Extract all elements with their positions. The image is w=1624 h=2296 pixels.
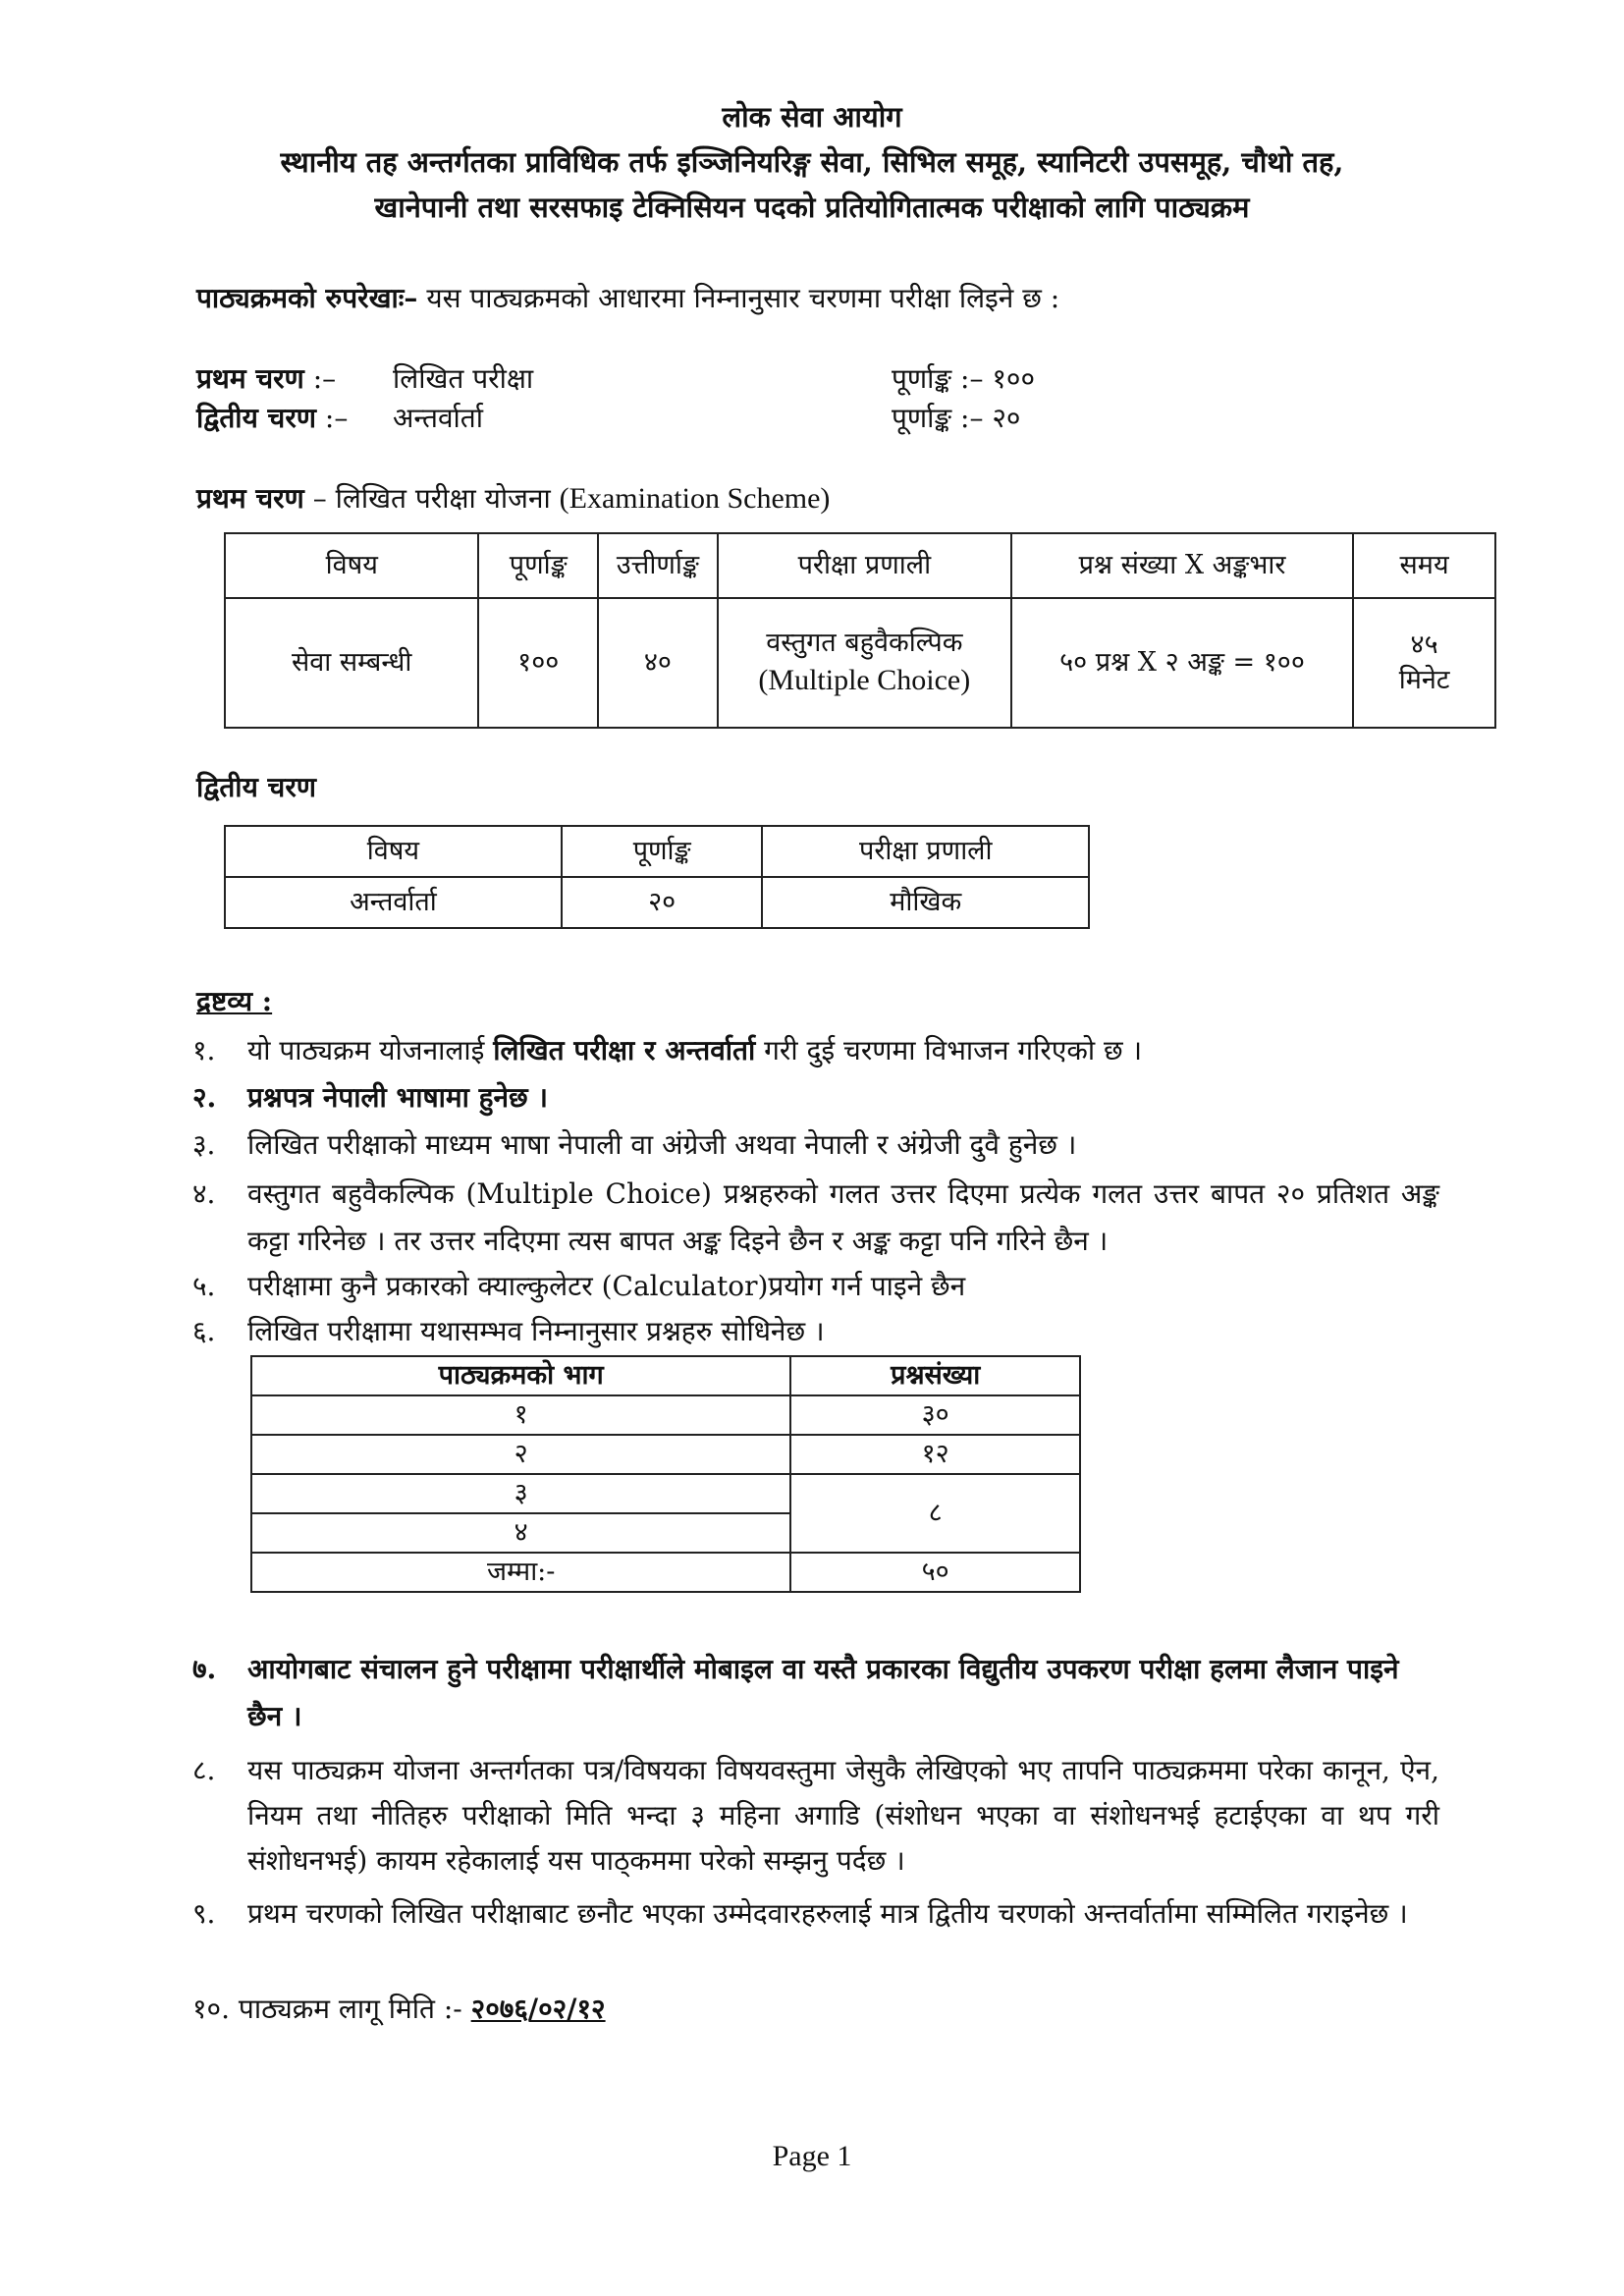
table-header-cell: परीक्षा प्रणाली — [762, 826, 1089, 877]
table-header-cell: प्रश्नसंख्या — [790, 1356, 1080, 1395]
stage-1-line — [196, 357, 1036, 402]
header-subtitle-line1: स्थानीय तह अन्तर्गतका प्राविधिक तर्फ इञ्जिनियरिङ्ग सेवा, सिभिल समूह, स्यानिटरी उपसमूह, चौथो तह, — [280, 145, 1344, 179]
note-text: परीक्षामा कुनै प्रकारको क्याल्कुलेटर (Calculator)प्रयोग गर्न पाइने छैन — [247, 1270, 966, 1302]
table-header-row — [251, 1356, 1080, 1395]
outline-text: यस पाठ्यक्रमको आधारमा निम्नानुसार चरणमा परीक्षा लिइने छ : — [417, 282, 1060, 314]
exam-system-nepali: वस्तुगत बहुवैकल्पिक — [766, 627, 963, 658]
table-cell: २ — [251, 1435, 790, 1474]
stage-1-label: प्रथम चरण — [196, 362, 304, 395]
outline-label: पाठ्यक्रमको रुपरेखाः– — [196, 282, 418, 314]
table-header-cell: पूर्णाङ्क — [562, 826, 763, 877]
table-row — [251, 1474, 1080, 1513]
note-9 — [192, 1891, 1439, 1937]
notes-title: द्रष्टव्य : — [196, 985, 273, 1017]
stage-2-sep: :– — [316, 402, 349, 434]
note-number: ५. — [192, 1270, 216, 1302]
table-cell: ४० — [598, 598, 718, 728]
note-text: वस्तुगत बहुवैकल्पिक (Multiple Choice) प्रश्नहरुको गलत उत्तर दिएमा प्रत्येक गलत उत्तर बापत २० प्रतिशत अङ्क कट्टा गरिनेछ । तर उत्तर नदिएमा त्यस बापत अङ्क दिइने छैन र अङ्क कट्टा पनि गरिने छैन । — [247, 1177, 1439, 1257]
table-cell: जम्मा:- — [251, 1553, 790, 1592]
table-cell: २० — [562, 877, 763, 928]
stage-1-marks: पूर्णाङ्क :– १०० — [892, 362, 1036, 395]
table-header-cell: पाठ्यक्रमको भाग — [251, 1356, 790, 1395]
note-number: १०. — [192, 1993, 231, 2025]
note-number: २. — [192, 1081, 217, 1114]
note-1-post: गरी दुई चरणमा विभाजन गरिएको छ । — [755, 1034, 1143, 1066]
note-number: ९. — [192, 1897, 216, 1930]
scheme-title — [196, 475, 830, 522]
note-4 — [192, 1171, 1439, 1265]
table-cell: १२ — [790, 1435, 1080, 1474]
note-6 — [192, 1310, 1439, 1354]
note-number: ८. — [192, 1754, 216, 1786]
note-text: आयोगबाट संचालन हुने परीक्षामा परीक्षार्थीले मोबाइल वा यस्तै प्रकारका विद्युतीय उपकरण परीक्षा हलमा लैजान पाइने छैन । — [247, 1653, 1399, 1732]
note-text: पाठ्यक्रम लागू मिति :- — [230, 1993, 471, 2025]
table-cell: ३ — [251, 1474, 790, 1513]
note-1 — [192, 1029, 1439, 1073]
note-3 — [192, 1123, 1439, 1168]
stage-2-title: द्वितीय चरण — [196, 771, 317, 803]
page-number: Page 1 — [772, 2140, 852, 2172]
note-5 — [192, 1265, 1439, 1309]
note-1-bold: लिखित परीक्षा र अन्तर्वार्ता — [493, 1034, 756, 1066]
question-distribution-table — [250, 1355, 1081, 1593]
table-cell: १०० — [478, 598, 598, 728]
table-cell: सेवा सम्बन्धी — [225, 598, 478, 728]
table-cell: ३० — [790, 1395, 1080, 1435]
table-header-cell: पूर्णाङ्क — [478, 533, 598, 598]
note-number: ३. — [192, 1128, 216, 1161]
table-cell: ५० — [790, 1553, 1080, 1592]
header-title: लोक सेवा आयोग — [722, 100, 902, 134]
note-text: प्रथम चरणको लिखित परीक्षाबाट छनौट भएका उम्मेदवारहरुलाई मात्र द्वितीय चरणको अन्तर्वार्तामा सम्मिलित गराइनेछ । — [247, 1897, 1408, 1930]
note-text: लिखित परीक्षाको माध्यम भाषा नेपाली वा अंग्रेजी अथवा नेपाली र अंग्रेजी दुवै हुनेछ । — [247, 1128, 1077, 1161]
effective-date: २०७६/०२/१२ — [470, 1993, 606, 2025]
table-cell: १ — [251, 1395, 790, 1435]
exam-system-english: (Multiple Choice) — [758, 663, 971, 696]
stage-2-label: द्वितीय चरण — [196, 402, 317, 434]
table-cell: ४ — [251, 1513, 790, 1553]
table-header-cell: विषय — [225, 533, 478, 598]
table-row — [251, 1435, 1080, 1474]
note-text — [247, 1029, 1439, 1073]
stage-2-line — [196, 397, 1021, 441]
note-8 — [192, 1748, 1439, 1884]
time-value: ४५ — [1410, 629, 1438, 660]
note-text: लिखित परीक्षामा यथासम्भव निम्नानुसार प्रश्नहरु सोधिनेछ । — [247, 1315, 825, 1347]
note-number: ६. — [192, 1315, 216, 1347]
time-unit: मिनेट — [1398, 665, 1450, 695]
table-cell: ५० प्रश्न X २ अङ्क = १०० — [1011, 598, 1353, 728]
exam-scheme-table — [224, 532, 1496, 729]
table-cell: अन्तर्वार्ता — [225, 877, 562, 928]
table-row — [225, 598, 1495, 728]
table-header-cell: परीक्षा प्रणाली — [718, 533, 1011, 598]
table-row — [225, 877, 1089, 928]
note-text: यस पाठ्यक्रम योजना अन्तर्गतका पत्र/विषयका विषयवस्तुमा जेसुकै लेखिएको भए तापनि पाठ्यक्रममा परेका कानून, ऐन, नियम तथा नीतिहरु परीक्षाको मिति भन्दा ३ महिना अगाडि (संशोधन भएका वा संशोधनभई हटाईएका वा थप गरी संशोधनभई) कायम रहेकालाई यस पाठ्कममा परेको सम्झनु पर्दछ । — [247, 1754, 1439, 1877]
table-row — [251, 1395, 1080, 1435]
note-1-pre: यो पाठ्यक्रम योजनालाई — [247, 1034, 494, 1066]
table-header-cell: प्रश्न संख्या X अङ्कभार — [1011, 533, 1353, 598]
interview-table — [224, 825, 1090, 929]
table-row — [251, 1553, 1080, 1592]
table-cell — [718, 598, 1011, 728]
header-subtitle-line2: खानेपानी तथा सरसफाइ टेक्निसियन पदको प्रतियोगितात्मक परीक्षाको लागि पाठ्यक्रम — [374, 191, 1250, 224]
scheme-title-english: (Examination Scheme) — [559, 482, 831, 515]
note-number: १. — [192, 1034, 216, 1066]
table-cell — [1353, 598, 1495, 728]
note-number: ७. — [192, 1653, 217, 1685]
page-header — [157, 94, 1467, 230]
table-header-row — [225, 826, 1089, 877]
stage-1-sep: :– — [303, 362, 337, 395]
note-2 — [192, 1076, 1439, 1121]
table-cell-merged: ८ — [790, 1474, 1080, 1553]
stage-1-name: लिखित परीक्षा — [393, 362, 534, 395]
table-header-cell: समय — [1353, 533, 1495, 598]
stage-2-marks: पूर्णाङ्क :– २० — [892, 402, 1021, 434]
note-10 — [192, 1988, 606, 2032]
outline-line — [196, 277, 1059, 321]
table-header-row — [225, 533, 1495, 598]
scheme-title-label: प्रथम चरण — [196, 482, 304, 515]
note-number: ४. — [192, 1177, 216, 1210]
stage-2-name: अन्तर्वार्ता — [393, 402, 484, 434]
table-header-cell: उत्तीर्णाङ्क — [598, 533, 718, 598]
note-7 — [192, 1646, 1439, 1740]
scheme-title-text: – लिखित परीक्षा योजना — [303, 482, 560, 515]
table-header-cell: विषय — [225, 826, 562, 877]
table-cell: मौखिक — [762, 877, 1089, 928]
note-text: प्रश्नपत्र नेपाली भाषामा हुनेछ । — [247, 1081, 549, 1114]
